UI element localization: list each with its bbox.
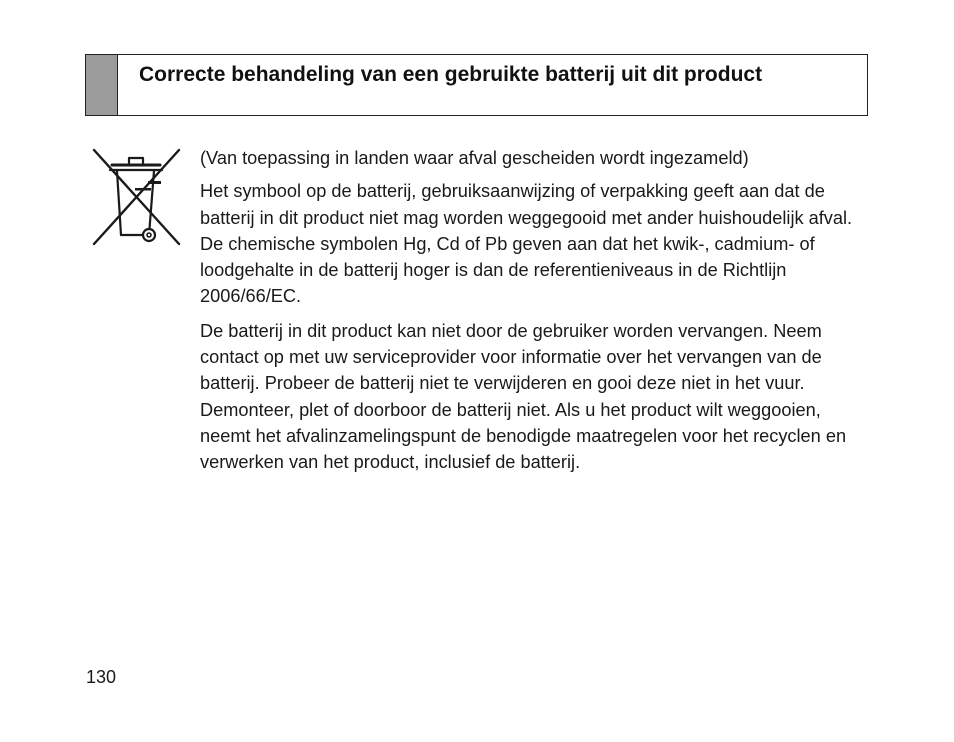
crossed-out-wheeled-bin-icon — [91, 147, 183, 249]
header-tab-marker — [86, 55, 118, 115]
applicability-note: (Van toepassing in landen waar afval gescheiden wordt ingezameld) — [200, 148, 749, 168]
paragraph-battery-replacement: De batterij in dit product kan niet door de gebruiker worden vervangen. Neem contact op met uw serviceprovider voor informatie over het vervangen van de batterij. Probeer de batterij niet te verwijderen en gooi deze niet in het vuur. Demonteer, plet of doorboor de batterij niet. Als u het product wilt weggooien, neemt het afvalinzamelingspunt de benodigde maatregelen voor het recyclen en verwerken van het product, inclusief de batterij. — [200, 320, 847, 473]
paragraph-battery-symbol: Het symbool op de batterij, gebruiksaanwijzing of verpakking geeft aan dat de batterij in dit product niet mag worden weggegooid met ander huishoudelijk afval. De chemische symbolen Hg, Cd of Pb geven aan dat het kwik-, cadmium- of loodgehalte in de batterij hoger is dan de referentieniveaus in de Richtlijn 2006/66/EC. — [200, 181, 853, 307]
section-title: Correcte behandeling van een gebruikte batterij uit dit product — [139, 63, 763, 86]
section-header — [85, 54, 868, 116]
body-content — [200, 145, 865, 484]
page-number: 130 — [86, 667, 117, 687]
